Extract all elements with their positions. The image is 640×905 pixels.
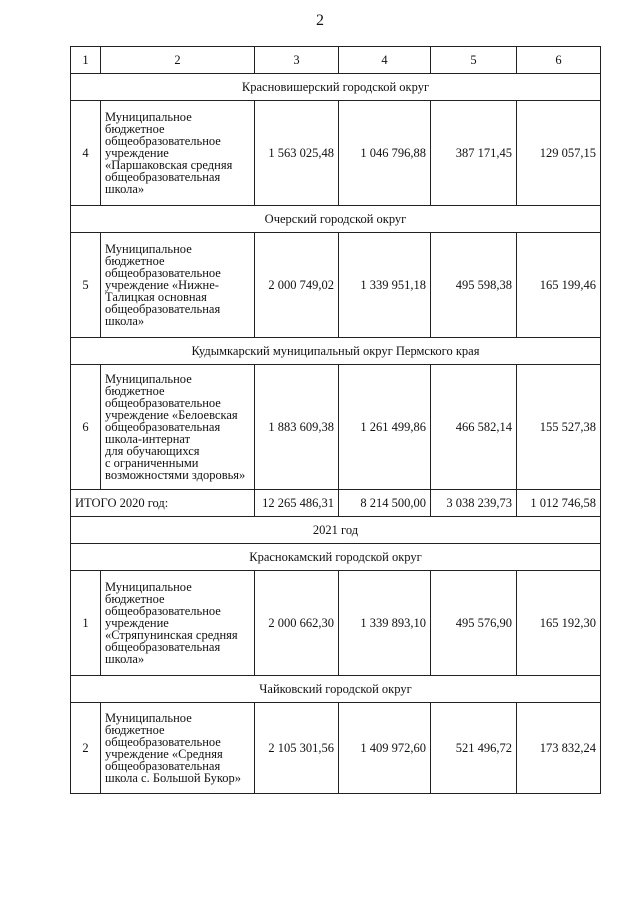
institution-name: Муниципальное бюджетное общеобразовательное учреждение «Белоевская общеобразовательная школа-интернат для обучающихся с ограниченными возможностями здоровья» [101, 365, 255, 490]
institution-name: Муниципальное бюджетное общеобразовательное учреждение «Паршаковская средняя общеобразовательная школа» [101, 101, 255, 206]
header-cell: 6 [517, 47, 601, 74]
header-cell: 4 [339, 47, 431, 74]
amount-col4: 1 409 972,60 [339, 703, 431, 794]
row-index: 1 [71, 571, 101, 676]
page-number: 2 [316, 12, 324, 29]
year-row [71, 517, 601, 544]
total-label: ИТОГО 2020 год: [71, 490, 255, 517]
table-row [71, 233, 601, 338]
region-row [71, 676, 601, 703]
institution-name: Муниципальное бюджетное общеобразовательное учреждение «Стряпунинская средняя общеобразовательная школа» [101, 571, 255, 676]
amount-col4: 1 339 951,18 [339, 233, 431, 338]
total-col5: 3 038 239,73 [431, 490, 517, 517]
amount-col6: 155 527,38 [517, 365, 601, 490]
amount-col3: 1 563 025,48 [255, 101, 339, 206]
region-title: Очерский городской округ [71, 206, 601, 233]
header-cell: 5 [431, 47, 517, 74]
amount-col4: 1 339 893,10 [339, 571, 431, 676]
region-row [71, 74, 601, 101]
amount-col5: 521 496,72 [431, 703, 517, 794]
amount-col6: 165 192,30 [517, 571, 601, 676]
total-col3: 12 265 486,31 [255, 490, 339, 517]
table-row [71, 703, 601, 794]
amount-col6: 129 057,15 [517, 101, 601, 206]
total-col6: 1 012 746,58 [517, 490, 601, 517]
amount-col3: 2 000 662,30 [255, 571, 339, 676]
row-index: 4 [71, 101, 101, 206]
total-col4: 8 214 500,00 [339, 490, 431, 517]
header-cell: 3 [255, 47, 339, 74]
amount-col5: 466 582,14 [431, 365, 517, 490]
amount-col5: 387 171,45 [431, 101, 517, 206]
amount-col3: 2 105 301,56 [255, 703, 339, 794]
region-title: Кудымкарский муниципальный округ Пермского края [71, 338, 601, 365]
region-row [71, 338, 601, 365]
amount-col6: 173 832,24 [517, 703, 601, 794]
amount-col6: 165 199,46 [517, 233, 601, 338]
region-title: Красновишерский городской округ [71, 74, 601, 101]
region-title: Чайковский городской округ [71, 676, 601, 703]
region-title: Краснокамский городской округ [71, 544, 601, 571]
row-index: 2 [71, 703, 101, 794]
amount-col5: 495 598,38 [431, 233, 517, 338]
amount-col3: 2 000 749,02 [255, 233, 339, 338]
amount-col5: 495 576,90 [431, 571, 517, 676]
table-row [71, 101, 601, 206]
year-title: 2021 год [71, 517, 601, 544]
amount-col3: 1 883 609,38 [255, 365, 339, 490]
table-header-row [71, 47, 601, 74]
region-row [71, 206, 601, 233]
institution-name: Муниципальное бюджетное общеобразовательное учреждение «Средняя общеобразовательная школа с. Большой Букор» [101, 703, 255, 794]
header-cell: 1 [71, 47, 101, 74]
table-row [71, 571, 601, 676]
table-row [71, 365, 601, 490]
row-index: 6 [71, 365, 101, 490]
header-cell: 2 [101, 47, 255, 74]
region-row [71, 544, 601, 571]
institution-name: Муниципальное бюджетное общеобразовательное учреждение «Нижне- Талицкая основная общеобразовательная школа» [101, 233, 255, 338]
budget-table [70, 46, 601, 794]
amount-col4: 1 261 499,86 [339, 365, 431, 490]
total-row [71, 490, 601, 517]
row-index: 5 [71, 233, 101, 338]
amount-col4: 1 046 796,88 [339, 101, 431, 206]
